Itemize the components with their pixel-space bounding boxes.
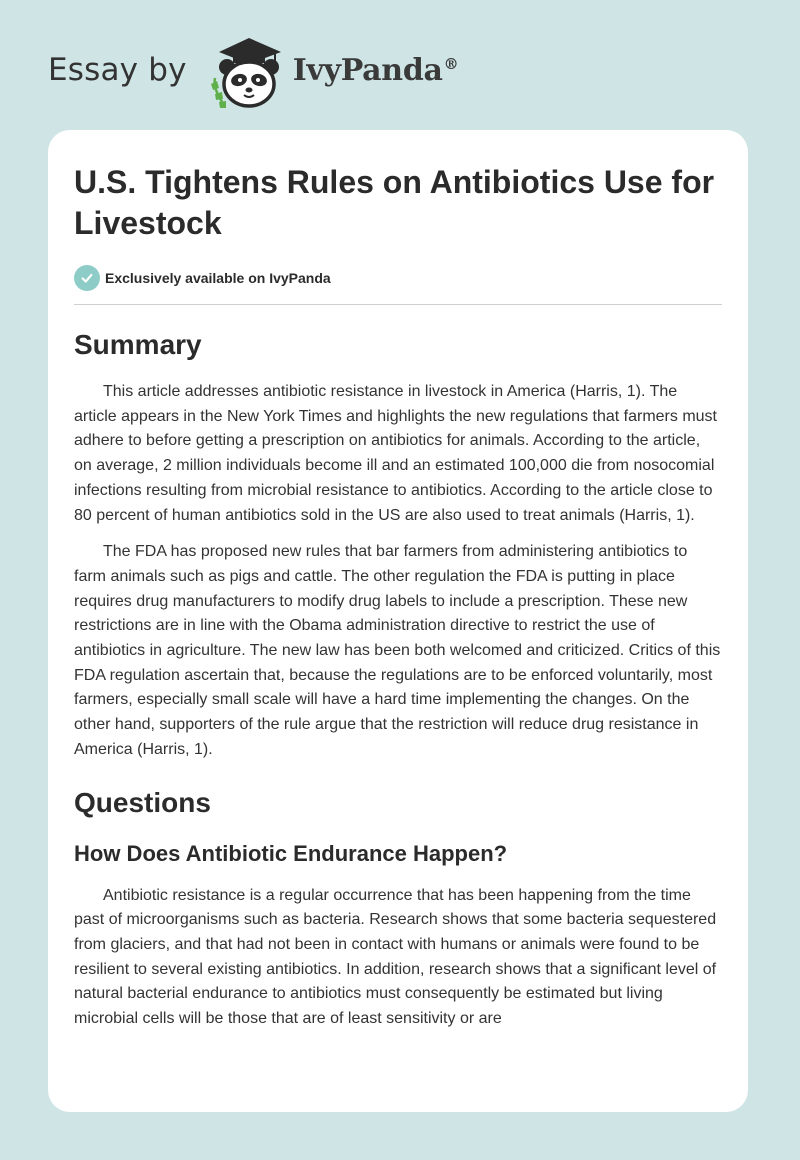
registered-mark: ® xyxy=(443,54,459,73)
ivypanda-logo-icon xyxy=(201,30,291,110)
check-circle-icon xyxy=(74,265,100,291)
summary-paragraph-1: This article addresses antibiotic resistance in livestock in America (Harris, 1). The article appears in the New York Times and highlights the new regulations that farmers must adhere to before getting a prescription on antibiotics for animals. According to the article, on average, 2 million individuals become ill and an estimated 100,000 die from nosocomial infections resulting from microbial resistance to antibiotics. According to the article close to 80 percent of human antibiotics sold in the US are also used to treat animals (Harris, 1). xyxy=(74,383,717,524)
question-1-heading: How Does Antibiotic Endurance Happen? xyxy=(74,840,508,866)
summary-heading: Summary xyxy=(74,329,202,360)
brand-name xyxy=(293,53,459,88)
questions-heading: Questions xyxy=(74,786,211,818)
exclusive-badge xyxy=(74,265,722,305)
exclusive-badge-text: Exclusively available on IvyPanda xyxy=(105,270,331,286)
question-1-paragraph: Antibiotic resistance is a regular occurrence that has been happening from the time past of microorganisms such as bacteria. Research shows that some bacteria sequestered from glaciers, and that had not been in contact with humans or animals were found to be resilient to several existing antibiotics. In addition, research shows that a significant level of natural bacterial endurance to antibiotics must consequently be estimated but living microbial cells will be those that are of least sensitivity or are xyxy=(74,886,717,1028)
article-title: U.S. Tightens Rules on Antibiotics Use for Livestock xyxy=(74,164,715,241)
brand-name-text: IvyPanda xyxy=(292,52,443,88)
brand-header[interactable] xyxy=(48,30,458,110)
summary-paragraph-2: The FDA has proposed new rules that bar farmers from administering antibiotics to farm animals such as pigs and cattle. The other regulation the FDA is putting in place requires drug manufacturers to modify drug labels to include a prescription. These new restrictions are in line with the Obama administration directive to restrict the use of antibiotics in agriculture. The new law has been both welcomed and criticized. Critics of this FDA regulation ascertain that, because the regulations are to be enforced voluntarily, most farmers, especially small scale will have a hard time implementing the changes. On the other hand, supporters of the rule argue that the restriction will reduce drug resistance in America (Harris, 1). xyxy=(74,543,721,758)
brand-prefix: Essay by xyxy=(48,52,187,88)
article-card xyxy=(48,130,748,1112)
